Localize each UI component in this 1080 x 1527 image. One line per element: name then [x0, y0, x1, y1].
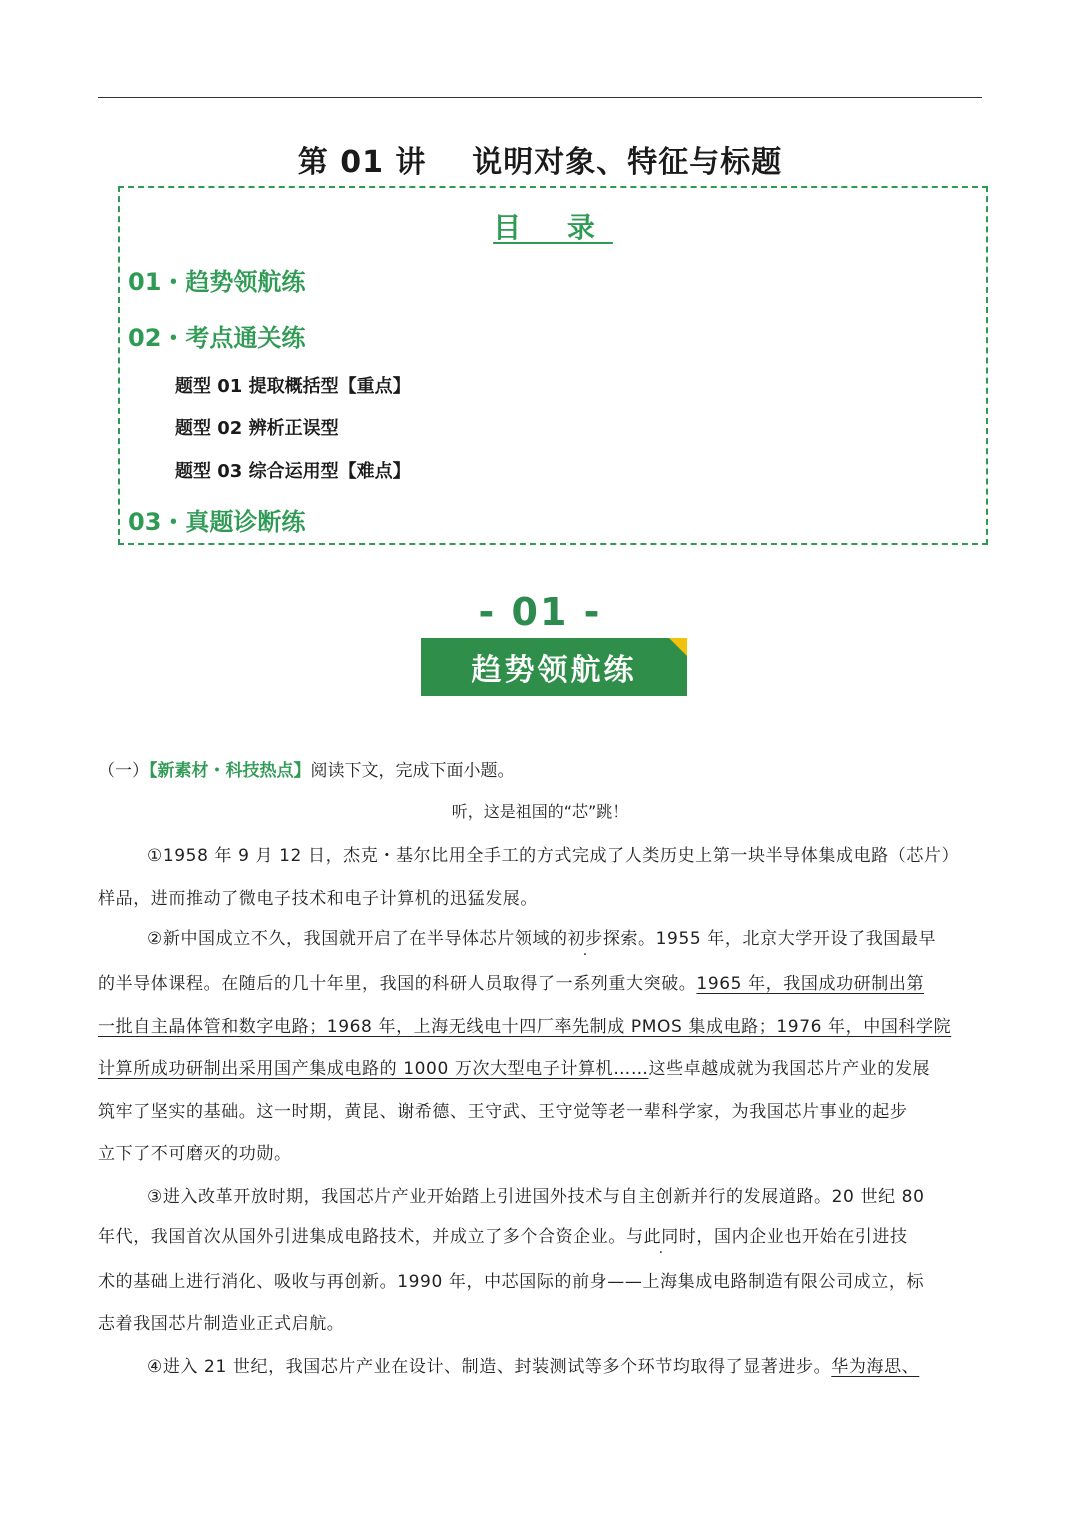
paragraph-4-line — [147, 1352, 1031, 1377]
section-label: 趋势领航练 — [471, 653, 637, 688]
text-segment: ，国内企业也开始在引进技 — [696, 1227, 908, 1247]
text-segment: 的半导体课程。在随后的几十年里，我国的科研人员取得了一系列重大突破。 — [98, 974, 697, 994]
paragraph-3-line: 术的基础上进行消化、吸收与再创新。1990 年，中芯国际的前身——上海集成电路制造有限公司成立，标 — [98, 1272, 925, 1292]
text-segment: ②新中国成立不久，我国就开启了在半导体芯片领域的 — [147, 929, 568, 949]
paragraph-2-line — [98, 969, 982, 994]
text-segment: ④进入 21 世纪，我国芯片产业在设计、制造、封装测试等多个环节均取得了显著进步。 — [147, 1357, 832, 1377]
paragraph-2-line — [98, 1054, 982, 1079]
toc-item-real-exam[interactable]: 03・真题诊断练 — [128, 508, 306, 536]
page-title: 第 01 讲 说明对象、特征与标题 — [297, 145, 783, 180]
underlined-text-line: 一批自主晶体管和数字电路；1968 年，上海无线电十四厂率先制成 PMOS 集成电路；1976 年，中国科学院 — [98, 1017, 952, 1037]
exercise-tag: 【新素材・科技热点】 — [149, 761, 311, 781]
exercise-intro — [98, 756, 515, 781]
header-rule — [98, 97, 982, 98]
exercise-instruction: 阅读下文，完成下面小题。 — [310, 761, 515, 781]
paragraph-2-line — [147, 924, 1031, 949]
emphasis-dots-text: 与此同时 — [626, 1227, 697, 1247]
text-segment: 探索。1955 年，北京大学开设了我国最早 — [602, 929, 937, 949]
toc-item-checkpoint[interactable]: 02・考点通关练 — [128, 324, 306, 352]
section-number: - 01 - — [478, 590, 602, 634]
text-segment: 这些卓越成就为我国芯片产业的发展 — [648, 1059, 931, 1079]
toc-subitem-type02[interactable]: 题型 02 辨析正误型 — [175, 418, 339, 439]
paragraph-3-line: 志着我国芯片制造业正式启航。 — [98, 1314, 345, 1334]
paragraph-3-line — [98, 1222, 982, 1247]
banner-corner-decoration — [669, 638, 687, 656]
toc-heading: 目 录 — [493, 211, 613, 244]
toc-subitem-type03[interactable]: 题型 03 综合运用型【难点】 — [175, 461, 411, 482]
underlined-text: 计算所成功研制出采用国产集成电路的 1000 万次大型电子计算机…… — [98, 1059, 649, 1079]
paragraph-2-line: 筑牢了坚实的基础。这一时期，黄昆、谢希德、王守武、王守觉等老一辈科学家，为我国芯片事业的起步 — [98, 1102, 908, 1122]
toc-item-trend[interactable]: 01・趋势领航练 — [128, 268, 306, 296]
paragraph-1-line: 样品，进而推动了微电子技术和电子计算机的迅猛发展。 — [98, 889, 538, 909]
underlined-text: 华为海思、 — [831, 1357, 920, 1377]
paragraph-3-line: ③进入改革开放时期，我国芯片产业开始踏上引进国外技术与自主创新并行的发展道路。20 世纪 80 — [147, 1187, 925, 1207]
exercise-prefix: （一） — [98, 761, 149, 781]
paragraph-2-line: 立下了不可磨灭的功勋。 — [98, 1144, 292, 1164]
article-title: 听，这是祖国的“芯”跳！ — [451, 802, 629, 821]
section-banner — [421, 638, 687, 696]
underlined-text: 1965 年，我国成功研制出第 — [696, 974, 925, 994]
toc-subitem-type01[interactable]: 题型 01 提取概括型【重点】 — [175, 376, 411, 397]
emphasis-dots-text: 初步 — [567, 929, 603, 949]
text-segment: 年代，我国首次从国外引进集成电路技术，并成立了多个合资企业。 — [98, 1227, 626, 1247]
paragraph-1-line: ①1958 年 9 月 12 日，杰克・基尔比用全手工的方式完成了人类历史上第一块半导体集成电路（芯片） — [147, 846, 960, 866]
table-of-contents — [118, 186, 988, 545]
